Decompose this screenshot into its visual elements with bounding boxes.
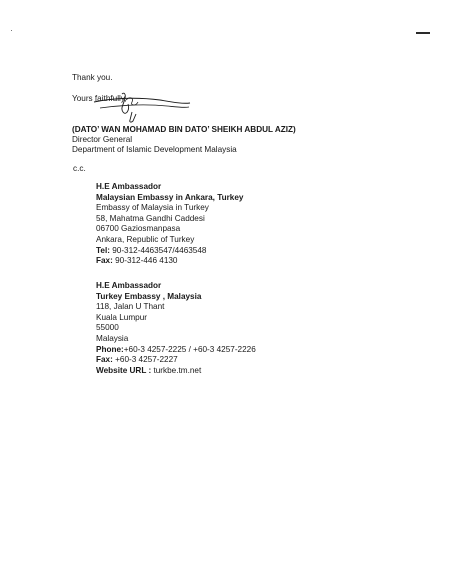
recipient-2-org: Turkey Embassy , Malaysia xyxy=(96,291,202,301)
recipient-1-fax xyxy=(96,256,243,267)
address-line: Embassy of Malaysia in Turkey xyxy=(96,203,209,213)
address-line: 58, Mahatma Gandhi Caddesi xyxy=(96,213,205,223)
scan-speck xyxy=(11,30,12,31)
address-line: 118, Jalan U Thant xyxy=(96,302,165,312)
recipient-2-website xyxy=(96,366,256,377)
fax-value: 90-312-446 4130 xyxy=(112,256,178,266)
corner-mark xyxy=(416,32,430,34)
recipient-1-org: Malaysian Embassy in Ankara, Turkey xyxy=(96,192,244,202)
website-label: Website URL : xyxy=(96,365,152,375)
signatory-title: Director General xyxy=(72,135,133,144)
recipient-2-title: H.E Ambassador xyxy=(96,281,162,290)
phone-value: +60-3 4257-2225 / +60-3 4257-2226 xyxy=(123,344,256,354)
tel-value: 90-312-4463547/4463548 xyxy=(109,245,207,255)
fax-label: Fax: xyxy=(96,355,113,365)
recipient-2-block xyxy=(96,281,256,376)
address-line: Kuala Lumpur xyxy=(96,312,147,322)
recipient-1-title: H.E Ambassador xyxy=(96,182,162,191)
signatory-department: Department of Islamic Development Malaysia xyxy=(72,145,237,154)
tel-label: Tel: xyxy=(96,245,110,255)
address-line: 06700 Gaziosmanpasa xyxy=(96,224,181,234)
address-line: Ankara, Republic of Turkey xyxy=(96,234,195,244)
recipient-2-fax xyxy=(96,355,256,366)
recipient-2-phone xyxy=(96,345,256,356)
recipient-1-tel xyxy=(96,246,243,257)
closing-text: Yours faithfully, xyxy=(72,94,127,103)
address-line: Malaysia xyxy=(96,333,129,343)
cc-label: c.c. xyxy=(73,164,86,173)
thank-you-text: Thank you. xyxy=(72,73,113,82)
signature-image xyxy=(92,88,192,124)
signatory-name: (DATO’ WAN MOHAMAD BIN DATO’ SHEIKH ABDUL AZIZ) xyxy=(72,125,296,134)
fax-value: +60-3 4257-2227 xyxy=(112,355,178,365)
address-line: 55000 xyxy=(96,323,119,333)
website-value: turkbe.tm.net xyxy=(151,365,202,375)
phone-label: Phone: xyxy=(96,344,124,354)
fax-label: Fax: xyxy=(96,256,113,266)
recipient-1-block xyxy=(96,182,243,267)
